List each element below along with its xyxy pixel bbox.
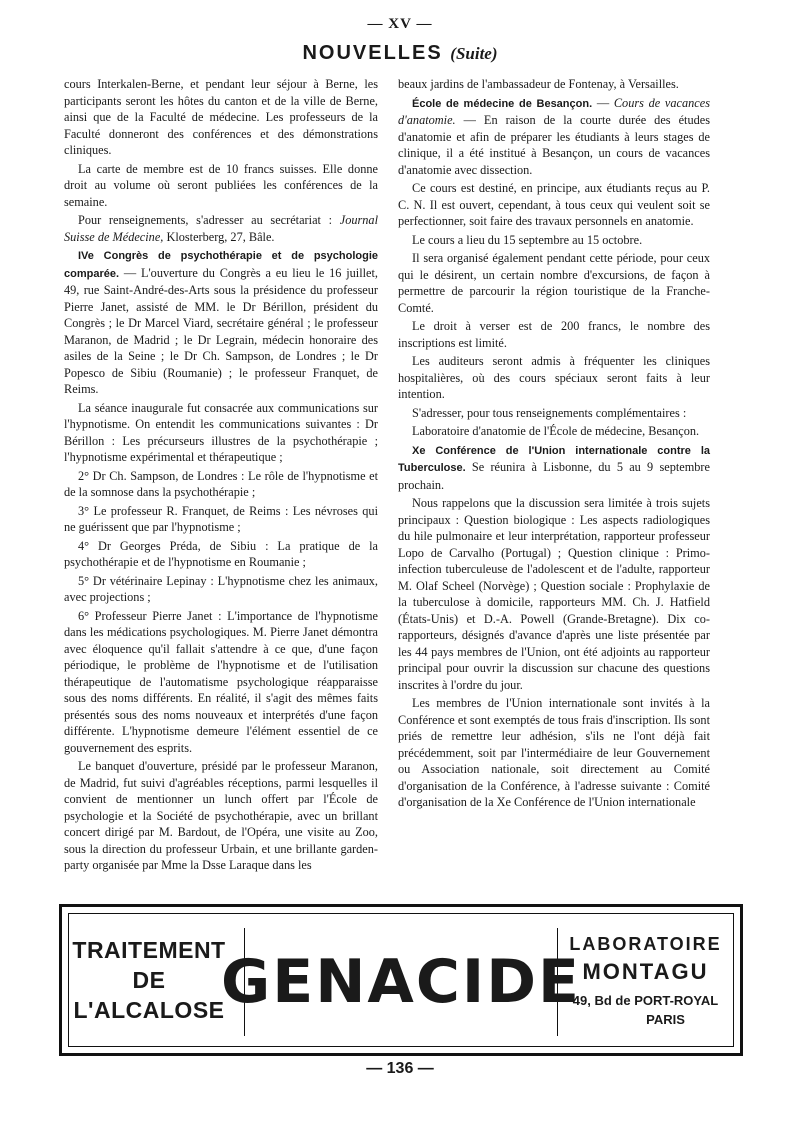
- genacide-advertisement: [59, 904, 743, 1056]
- right-paragraph: Les auditeurs seront admis à fréquenter les cliniques hospitalières, où des cours spéciaux seront faits à leur intention.: [398, 354, 710, 401]
- congres-heading: IVe Congrès de psychothérapie et de psychologie comparée.: [64, 250, 378, 280]
- right-paragraph: beaux jardins de l'ambassadeur de Fontenay, à Versailles.: [398, 77, 679, 91]
- ad-lab-name-2: MONTAGU: [582, 958, 709, 984]
- besancon-heading: École de médecine de Besançon.: [412, 97, 593, 110]
- right-paragraph: Il sera organisé également pendant cette période, pour ceux qui le désirent, un certain nombre d'excursions, de façon à permettre de parcourir la région touristique de la Franche-Comté.: [398, 251, 710, 315]
- left-paragraph: 4° Dr Georges Préda, de Sibiu : La pratique de la psychothérapie et de l'hypnotisme en Roumanie ;: [64, 538, 378, 569]
- paragraph-text: Pour renseignements, s'adresser au secrétariat :: [78, 213, 340, 227]
- journal-name: Journal Suisse de Médecine,: [64, 213, 378, 244]
- left-paragraph: 6° Professeur Pierre Janet : L'importance de l'hypnotisme dans les médications psychologiques. M. Pierre Janet démontra avec éloquence qu'il fallait s'attendre à ce que, d'une façon périodique, le problème de l'hypnotisme et de l'utilisation thérapeutique de l'automatisme psychologique réapparaisse sous des noms différents. En réalité, il s'agit des mêmes faits présentés sous des noms nouveaux et interprétés d'une façon différente. L'hypnotisme demeure l'élément essentiel de ce gouvernement des esprits.: [64, 608, 378, 755]
- paragraph-text: Se réunira à Lisbonne, du 5 au 9 septembre prochain.: [398, 460, 710, 492]
- section-title: [0, 42, 800, 65]
- right-paragraph: Le cours a lieu du 15 septembre au 15 octobre.: [412, 232, 643, 247]
- union-paragraph: [398, 442, 710, 494]
- ad-treatment-line: TRAITEMENT: [72, 937, 226, 963]
- right-paragraph: Nous rappelons que la discussion sera limitée à trois sujets principaux : Question biologique : Les aspects radiologiques du hile pulmonaire et leur interprétation, rapporteur professeur Lopo de Carvalho (Portugal) ; Question clinique : Primo-infection tuberculeuse de l'adolescent et de l'adulte, rapporteur M. Olaf Scheel (Norvège) ; Question sociale : Prophylaxie de la tuberculose à domicile, rapporteurs MM. Ch. J. Hatfield (États-Unis) et D.-A. Powell (Grande-Bretagne). Dix co-rapporteurs, désignés d'avance d'après une liste présentée par les 44 pays membres de l'Union, ont été adjoints au rapporteur principal pour ouvrir la discussion sur chacune des questions inscrites à l'ordre du jour.: [398, 496, 710, 692]
- ad-treatment-line: L'ALCALOSE: [73, 997, 225, 1023]
- left-paragraph: 3° Le professeur R. Franquet, de Reims : Les névroses qui ne guérissent que par l'hypnotisme ;: [64, 503, 378, 534]
- ad-inner-frame: [68, 913, 734, 1047]
- ad-lab-address: 49, Bd de PORT-ROYAL: [572, 992, 719, 1008]
- course-title: Cours de vacances d'anatomie.: [398, 95, 710, 127]
- right-paragraph: S'adresser, pour tous renseignements complémentaires :: [412, 405, 687, 420]
- left-paragraph: 5° Dr vétérinaire Lepinay : L'hypnotisme chez les animaux, avec projections ;: [64, 573, 378, 604]
- paragraph-text: —: [592, 95, 614, 110]
- left-column: [64, 76, 378, 876]
- page-number: — 136 —: [366, 1060, 434, 1077]
- left-paragraph: La carte de membre est de 10 francs suisses. Elle donne droit au volume où seront publiées les conférences de la semaine.: [64, 161, 378, 209]
- paragraph-text: Klosterberg, 27, Bâle.: [163, 229, 275, 244]
- left-paragraph: La séance inaugurale fut consacrée aux communications sur l'hypnotisme. On entendit les communications suivantes : Dr Bérillon : Les précurseurs illustres de la psychothérapie ; l'hypnotisme expérimental et thérapeutique ;: [64, 400, 378, 464]
- section-title-text: NOUVELLES: [302, 42, 443, 64]
- ad-laboratory-block: [558, 914, 733, 1046]
- ad-lab-name: LABORATOIRE: [569, 933, 722, 954]
- ad-lab-city: PARIS: [646, 1011, 685, 1027]
- ad-brand-name: GENACIDE: [244, 928, 558, 1036]
- paragraph-text: — L'ouverture du Congrès a eu lieu le 16 juillet, 49, rue Saint-André-des-Arts sous la présidence du professeur Pierre Janet, assisté de MM. le Dr Bérillon, président du Congrès ; le Dr Marcel Viard, secrétaire général ; le professeur Maranon, de Madrid ; le Dr Legrain, médecin honoraire des asiles de la Seine ; le Dr Ch. Sampson, de Londres ; le Dr Popesco de Sibiu (Roumanie) ; le professeur Franquet, de Reims.: [64, 265, 378, 396]
- section-title-suffix: (Suite): [450, 44, 498, 63]
- union-heading: Xe Conférence de l'Union internationale contre la Tuberculose.: [398, 444, 710, 474]
- right-paragraph: Le droit à verser est de 200 francs, le nombre des inscriptions est limité.: [398, 319, 710, 350]
- left-paragraph: Le banquet d'ouverture, présidé par le professeur Maranon, de Madrid, fut suivi d'agréables réceptions, parmi lesquelles il convient de mentionner un lunch offert par l'École de psychologie et la Société de psychothérapie, avec un brillant concert dirigé par M. Bardout, de l'Opéra, une visite au Zoo, sous la direction du professeur Urbain, et une brillante garden-party organisée par Mme la Dsse Laraque dans les: [64, 759, 378, 872]
- roman-page-number: — XV —: [367, 16, 433, 32]
- left-paragraph: cours Interkalen-Berne, et pendant leur séjour à Berne, les participants seront les hôtes du canton et de la ville de Berne, ainsi que de la Faculté de médecine. Les professeurs de la Faculté donneront des conférences et des démonstrations cliniques.: [64, 77, 378, 157]
- ad-treatment-line: DE: [132, 967, 166, 993]
- right-paragraph: Ce cours est destiné, en principe, aux étudiants reçus au P. C. N. Il est ouvert, cependant, à tous ceux qui veulent soit se perfectionner, soit faire des travaux personnels en anatomie.: [398, 181, 710, 228]
- right-column: [398, 76, 710, 813]
- left-paragraph: 2° Dr Ch. Sampson, de Londres : Le rôle de l'hypnotisme et de la somnose dans la psychothérapie ;: [64, 468, 378, 499]
- ad-treatment-block: [69, 914, 229, 1046]
- right-paragraph: Laboratoire d'anatomie de l'École de médecine, Besançon.: [412, 424, 700, 438]
- paragraph-text: — En raison de la courte durée des études d'anatomie et afin de préparer les étudiants à leurs stages de clinique, il a été institué à Besançon, un cours de vacances d'anatomie avec dissection.: [398, 113, 710, 177]
- right-paragraph: Les membres de l'Union internationale sont invités à la Conférence et sont exemptés de tous frais d'inscription. Ils sont priés de remettre leur adhésion, s'ils ne l'ont déjà fait précédemment, soit par l'intermédiaire de leur Gouvernement ou Association nationale, soit directement au Comité d'organisation de la Conférence, à l'adresse suivante : Comité d'organisation de la Xe Conférence de l'Union internationale: [398, 696, 710, 809]
- left-paragraph: [64, 212, 378, 245]
- congres-paragraph: [64, 247, 378, 398]
- besancon-paragraph: [398, 95, 710, 179]
